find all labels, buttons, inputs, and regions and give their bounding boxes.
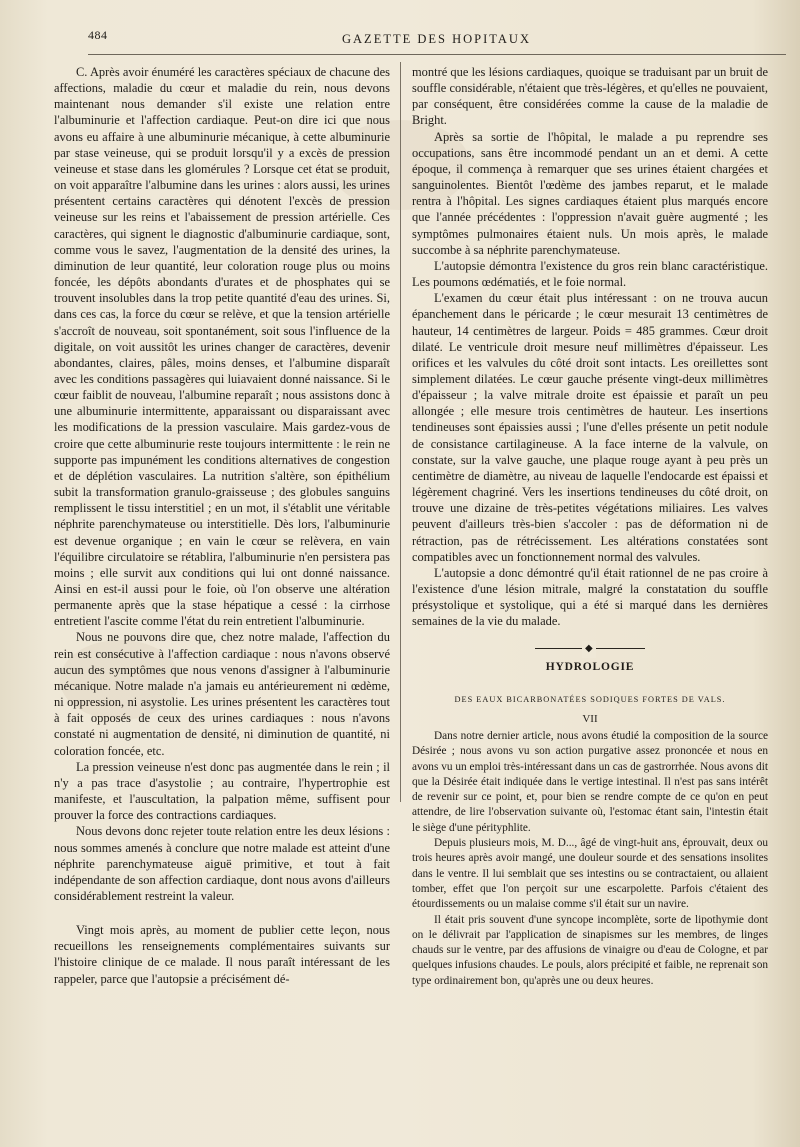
article-number: VII: [582, 712, 598, 725]
paragraph: C. Après avoir énuméré les caractères spéciaux de chacune des affections, maladie du cœur et maladie du rein, nous devons maintenant nous demander s'il existe une relation entre l'albuminurie et l'affection cardiaque. Peut-on dire ici que nous avons eu affaire à une albuminurie mécanique, à cette albuminurie par stase veineuse, qui se produit lorsqu'il y a excès de pression veineuse et stase dans les glomérules ? Lorsque cet état se produit, on voit apparaître l'albumine dans les urines : alors aussi, les urines présentent certains caractères qui dénotent l'excès de pression veineuse sur les reins et l'abaissement de pression artérielle. Ces caractères, qui signent le diagnostic d'albuminurie cardiaque, sont, comme vous le savez, l'augmentation de la densité des urines, la diminution de leur quantité, leur coloration rouge plus ou moins foncée, les dépôts abondants d'urates et de phosphates qui se trouvent insolubles dans la trop petite quantité d'eau des urines. Si, dans ces cas, la force du cœur se relève, et que la tension artérielle s'accroît de nouveau, soit spontanément, soit sous l'influence de la digitale, on voit aussitôt les urines changer de caractères, devenir abondantes, claires, pâles, moins denses, et l'albumine disparaît avec les conditions passagères qui luiavaient donné naissance. Si le cœur faiblit de nouveau, l'albumine reparaît ; nous assistons donc à une albuminurie intermittente, apparaissant ou disparaissant avec les modifications de la pression vasculaire. Mais gardez-vous de croire que cette albuminurie reste toujours intermittente : le rein ne supporte pas impunément les conditions alternatives de congestion et de déplétion vasculaires. La nutrition s'altère, son épithélium subit la transformation granulo-graisseuse ; des globules sanguins remplissent le tissu interstitiel ; en un mot, il s'établit une véritable néphrite parenchymateuse ou interstitielle. Dès lors, l'albuminurie est devenue organique ; en vain le cœur se relèvera, en vain l'équilibre circulatoire se rétablira, l'albuminurie n'en persistera pas moins ; elle survit aux conditions qui lui ont donné naissance. Ainsi en est-il aussi pour le foie, où l'on observe une altération permanente après que la stase hépatique a cessé : la cirrhose entretient l'ascite comme l'état du rein entretient l'albuminurie.: [54, 65, 390, 629]
section-title: HYDROLOGIE: [545, 661, 635, 674]
paragraph: Depuis plusieurs mois, M. D..., âgé de vingt-huit ans, éprouvait, deux ou trois heures après avoir mangé, une douleur sourde et des sensations insolites dans le ventre. Il lui semblait que ses intestins ou se contractaient, ou allaient tomber, effet que l'on perçoit sur une escarpolette. Parfois c'étaient des étourdissements ou un malaise comme s'il était sur un navire.: [412, 837, 768, 911]
column-divider: [400, 62, 401, 802]
section-ornament: ◆: [535, 645, 645, 653]
page-number: 484: [88, 28, 108, 42]
paragraph: Nous devons donc rejeter toute relation entre les deux lésions : nous sommes amenés à conclure que notre malade est atteint d'une néphrite parenchymateuse aiguë primitive, et tout à fait indépendante de son affection cardiaque, dont nous avons d'ailleurs considérablement restreint la valeur.: [54, 824, 390, 903]
paragraph: L'autopsie démontra l'existence du gros rein blanc caractéristique. Les poumons œdématiés, et le foie normal.: [412, 258, 768, 290]
paragraph: L'autopsie a donc démontré qu'il était rationnel de ne pas croire à l'existence d'une lésion mitrale, malgré la constatation du souffle présystolique et systolique, qui a été si marqué dans les dernières semaines de la vie du malade.: [412, 565, 768, 629]
hydrologie-article: [412, 729, 768, 989]
paragraph: Il était pris souvent d'une syncope incomplète, sorte de lipothymie dont on le délivrait par l'application de sinapismes sur les membres, de linges chauds sur le ventre, par des affusions de vinaigre ou d'eau de Cologne, et par quelques infusions chaudes. Le pouls, alors précipité et faible, ne reprenait son type ordinairement bon, qu'après une ou deux heures.: [412, 913, 768, 987]
paragraph: Nous ne pouvons dire que, chez notre malade, l'affection du rein est consécutive à l'affection cardiaque : nous n'avons observé aucun des symptômes que nous venons d'assigner à l'albuminurie mécanique. Notre malade n'a jamais eu antérieurement ni œdème, ni oppression, ni asystolie. Les urines présentent les caractères tout à fait opposés de ceux des urines cardiaques : nous n'avons constaté ni augmentation de densité, ni diminution de quantité, ni coloration foncée, etc.: [54, 630, 390, 758]
header-rule: [88, 54, 786, 55]
paragraph: Après sa sortie de l'hôpital, le malade a pu reprendre ses occupations, sans être incommodé pendant un an et demi. A cette époque, il commença à remarquer que ses urines étaient chargées et sanguinolentes. Bientôt l'œdème des jambes reparut, et le malade rentra à l'hôpital. Les signes cardiaques étaient plus marqués encore que l'année précédentes : l'oppression n'avait guère augmenté ; les symptômes pulmonaires étaient nuls. Un mois après, le malade succombe à sa néphrite parenchymateuse.: [412, 129, 768, 257]
section-subtitle: DES EAUX BICARBONATÉES SODIQUES FORTES DE VALS.: [454, 694, 726, 704]
page-header: [0, 28, 800, 48]
journal-title: GAZETTE DES HOPITAUX: [342, 32, 531, 46]
left-column: [54, 64, 390, 987]
paragraph: L'examen du cœur était plus intéressant : on ne trouva aucun épanchement dans le péricarde ; le cœur mesurait 13 centimètres de hauteur, 14 centimètres de largeur. Poids = 485 grammes. Cœur droit dilaté. Le ventricule droit mesure neuf millimètres d'épaisseur. Les orifices et les valvules du côté droit sont intacts. Les oreillettes sont simplement dilatées. Le cœur gauche présente vingt-deux millimètres d'épaisseur ; la valve mitrale droite est épaissie et paraît un peu allongée ; elle mesure trois centimètres de hauteur. Les insertions tendineuses sont épaissies aussi ; l'une d'elles présente un petit nodule de consistance cartilagineuse. A la face interne de la valvule, on constate, sur la valve gauche, une plaque rouge ayant à peu près un centimètre de diamètre, au niveau de laquelle l'endocarde est épaissi et légèrement chagriné. Vers les insertions tendineuses du côté droit, on trouve une dizaine de très-petites végétations miliaires. Les valves peuvent d'ailleurs très-bien s'accoler : pas de déformation ni de rétraction, pas de rétrécissement. Les altérations constatées sont compatibles avec un fonctionnement normal des valvules.: [412, 291, 768, 564]
paragraph: La pression veineuse n'est donc pas augmentée dans le rein ; il n'y a pas trace d'asystolie ; au contraire, l'hypertrophie est manifeste, et l'auscultation, la palpation même, suffisent pour prouver la force des contractions cardiaques.: [54, 759, 390, 823]
paragraph: Dans notre dernier article, nous avons étudié la composition de la source Désirée ; nous avons vu son action purgative assez prononcée et nous en avons vu un emploi très-intéressant dans un cas de gastrorrhée. Nous avons dit que la Désirée était indiquée dans le vertige intestinal. Il n'est pas sans intérêt de revenir sur ce point, et, pour bien se rendre compte de ce qu'on en peut attendre, de lire l'observation suivante où, l'estomac étant sain, l'intestin était le siège d'une pérityphlite.: [412, 729, 768, 834]
right-column: [412, 64, 768, 989]
paragraph: Vingt mois après, au moment de publier cette leçon, nous recueillons les renseignements complémentaires suivants sur l'histoire clinique de ce malade. Il nous paraît intéressant de les rappeler, parce que l'autopsie a précisément dé-: [54, 923, 390, 986]
paragraph: montré que les lésions cardiaques, quoique se traduisant par un bruit de souffle considérable, n'étaient que très-légères, et qu'elles ne pouvaient, par conséquent, être considérées comme la cause de la maladie de Bright.: [412, 65, 768, 128]
